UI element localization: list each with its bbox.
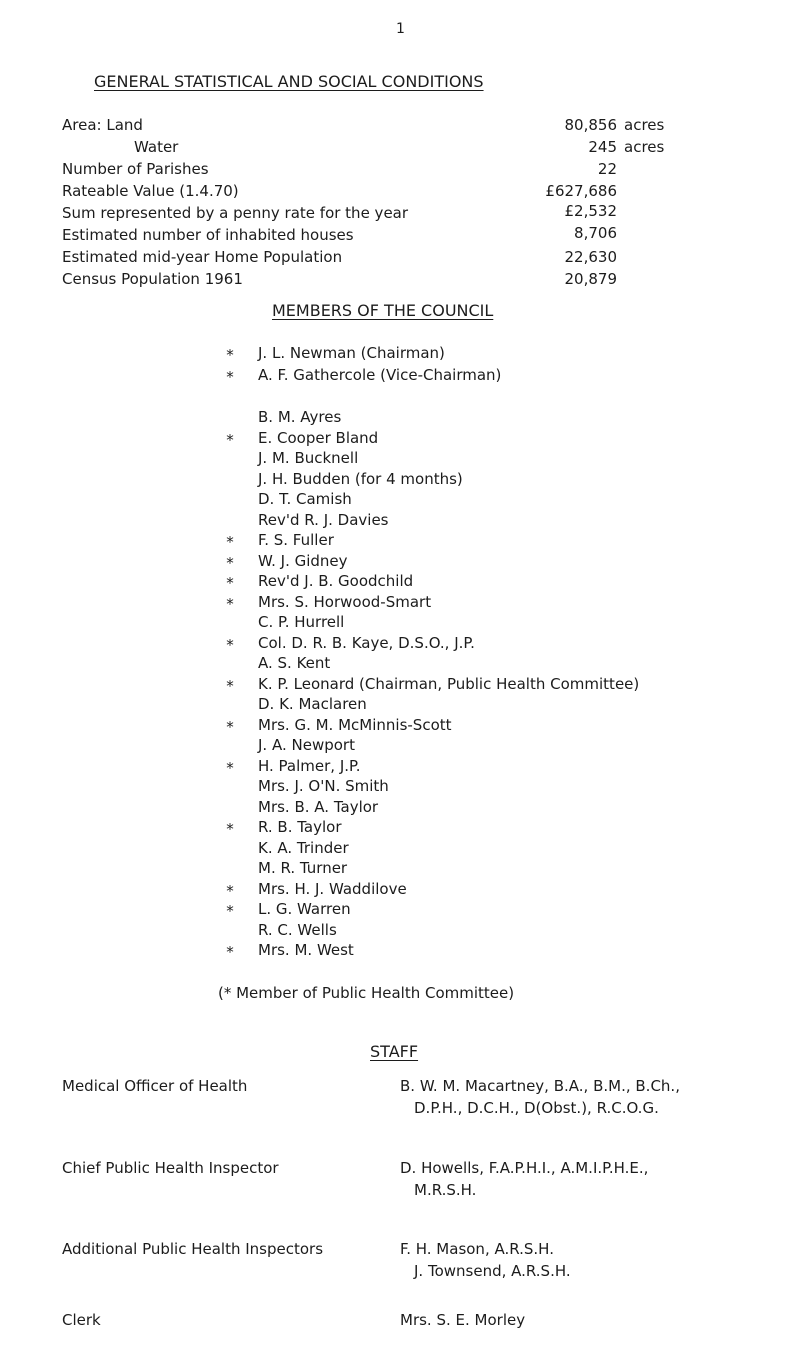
- council-member-name: Mrs. S. Horwood-Smart: [258, 592, 432, 611]
- staff-name-additional-inspectors-line-1: F. H. Mason, A.R.S.H.: [400, 1240, 554, 1258]
- council-member-name: Mrs. G. M. McMinnis-Scott: [258, 715, 452, 734]
- council-member-name: B. M. Ayres: [258, 408, 342, 426]
- council-member-name: M. R. Turner: [258, 859, 348, 877]
- council-member-name: Mrs. H. J. Waddilove: [258, 879, 407, 898]
- council-member-name: F. S. Fuller: [258, 531, 334, 549]
- committee-star-marker: *: [226, 635, 234, 654]
- committee-star-marker: *: [226, 368, 234, 386]
- committee-star-marker: *: [226, 820, 234, 838]
- stat-label-area-land: Area: Land: [62, 116, 143, 134]
- stat-label-inhabited-houses: Estimated number of inhabited houses: [62, 226, 354, 244]
- stat-value-rateable-value: £627,686: [545, 182, 617, 200]
- staff-name-chief-inspector-line-2: M.R.S.H.: [414, 1181, 477, 1199]
- committee-star-marker: *: [226, 574, 234, 592]
- council-member-name: A. F. Gathercole (Vice-Chairman): [258, 366, 502, 384]
- council-heading: MEMBERS OF THE COUNCIL: [272, 301, 494, 320]
- committee-star-marker: *: [226, 430, 234, 449]
- council-member-name: E. Cooper Bland: [258, 428, 379, 447]
- staff-role-clerk: Clerk: [62, 1311, 101, 1329]
- staff-name-chief-inspector-line-1: D. Howells, F.A.P.H.I., A.M.I.P.H.E.,: [400, 1159, 649, 1177]
- council-member-name: H. Palmer, J.P.: [258, 756, 361, 775]
- council-member-name: L. G. Warren: [258, 900, 351, 918]
- staff-name-medical-officer-line-1: B. W. M. Macartney, B.A., B.M., B.Ch.,: [400, 1077, 680, 1095]
- council-member-name: W. J. Gidney: [258, 551, 348, 570]
- staff-name-clerk: Mrs. S. E. Morley: [400, 1311, 526, 1329]
- committee-star-marker: *: [226, 881, 234, 900]
- page-number: 1: [396, 21, 405, 37]
- committee-star-marker: *: [226, 758, 234, 777]
- council-member-name: Col. D. R. B. Kaye, D.S.O., J.P.: [258, 633, 475, 652]
- council-member-name: C. P. Hurrell: [258, 613, 345, 631]
- staff-role-additional-inspectors: Additional Public Health Inspectors: [62, 1240, 324, 1258]
- staff-role-medical-officer: Medical Officer of Health: [62, 1077, 248, 1095]
- stat-value-area-land: 80,856: [564, 116, 617, 134]
- stat-label-penny-rate: Sum represented by a penny rate for the year: [62, 204, 409, 222]
- stat-label-home-population: Estimated mid-year Home Population: [62, 248, 343, 266]
- council-member-name: J. A. Newport: [258, 736, 355, 754]
- council-member-name: Mrs. J. O'N. Smith: [258, 777, 389, 795]
- council-member-name: A. S. Kent: [258, 654, 331, 672]
- staff-heading: STAFF: [370, 1042, 419, 1061]
- stat-value-parishes: 22: [597, 160, 617, 178]
- council-member-name: D. T. Camish: [258, 490, 352, 508]
- committee-star-marker: *: [226, 676, 234, 695]
- stat-label-water: Water: [134, 138, 179, 156]
- stat-unit-area-land: acres: [624, 116, 665, 134]
- council-member-name: R. C. Wells: [258, 920, 337, 939]
- council-member-name: R. B. Taylor: [258, 818, 342, 836]
- page-title: GENERAL STATISTICAL AND SOCIAL CONDITIONS: [94, 72, 484, 91]
- council-member-name: K. A. Trinder: [258, 838, 349, 857]
- staff-name-additional-inspectors-line-2: J. Townsend, A.R.S.H.: [414, 1262, 571, 1280]
- stat-label-census-population: Census Population 1961: [62, 270, 243, 288]
- council-member-name: Mrs. M. West: [258, 941, 354, 959]
- footnote: (* Member of Public Health Committee): [218, 984, 515, 1002]
- committee-star-marker: *: [226, 346, 234, 364]
- committee-star-marker: *: [226, 594, 234, 613]
- council-member-name: Mrs. B. A. Taylor: [258, 797, 379, 816]
- stat-label-rateable-value: Rateable Value (1.4.70): [62, 182, 239, 200]
- committee-star-marker: *: [226, 717, 234, 736]
- committee-star-marker: *: [226, 902, 234, 920]
- staff-name-medical-officer-line-2: D.P.H., D.C.H., D(Obst.), R.C.O.G.: [414, 1099, 659, 1117]
- council-member-name: J. H. Budden (for 4 months): [258, 469, 463, 488]
- council-member-name: Rev'd J. B. Goodchild: [258, 572, 414, 590]
- council-member-name: K. P. Leonard (Chairman, Public Health Committee): [258, 674, 640, 693]
- council-member-name: J. L. Newman (Chairman): [258, 344, 445, 362]
- stat-value-home-population: 22,630: [564, 248, 617, 266]
- stat-value-inhabited-houses: 8,706: [574, 224, 617, 242]
- council-member-name: D. K. Maclaren: [258, 695, 367, 713]
- stat-value-census-population: 20,879: [564, 270, 617, 288]
- staff-role-chief-inspector: Chief Public Health Inspector: [62, 1159, 279, 1177]
- council-member-name: Rev'd R. J. Davies: [258, 510, 389, 529]
- stat-value-penny-rate: £2,532: [564, 202, 617, 220]
- committee-star-marker: *: [226, 943, 234, 961]
- stat-unit-water: acres: [624, 138, 665, 156]
- committee-star-marker: *: [226, 553, 234, 572]
- stat-value-water: 245: [588, 138, 617, 156]
- stat-label-parishes: Number of Parishes: [62, 160, 209, 178]
- committee-star-marker: *: [226, 533, 234, 551]
- council-member-name: J. M. Bucknell: [258, 449, 359, 467]
